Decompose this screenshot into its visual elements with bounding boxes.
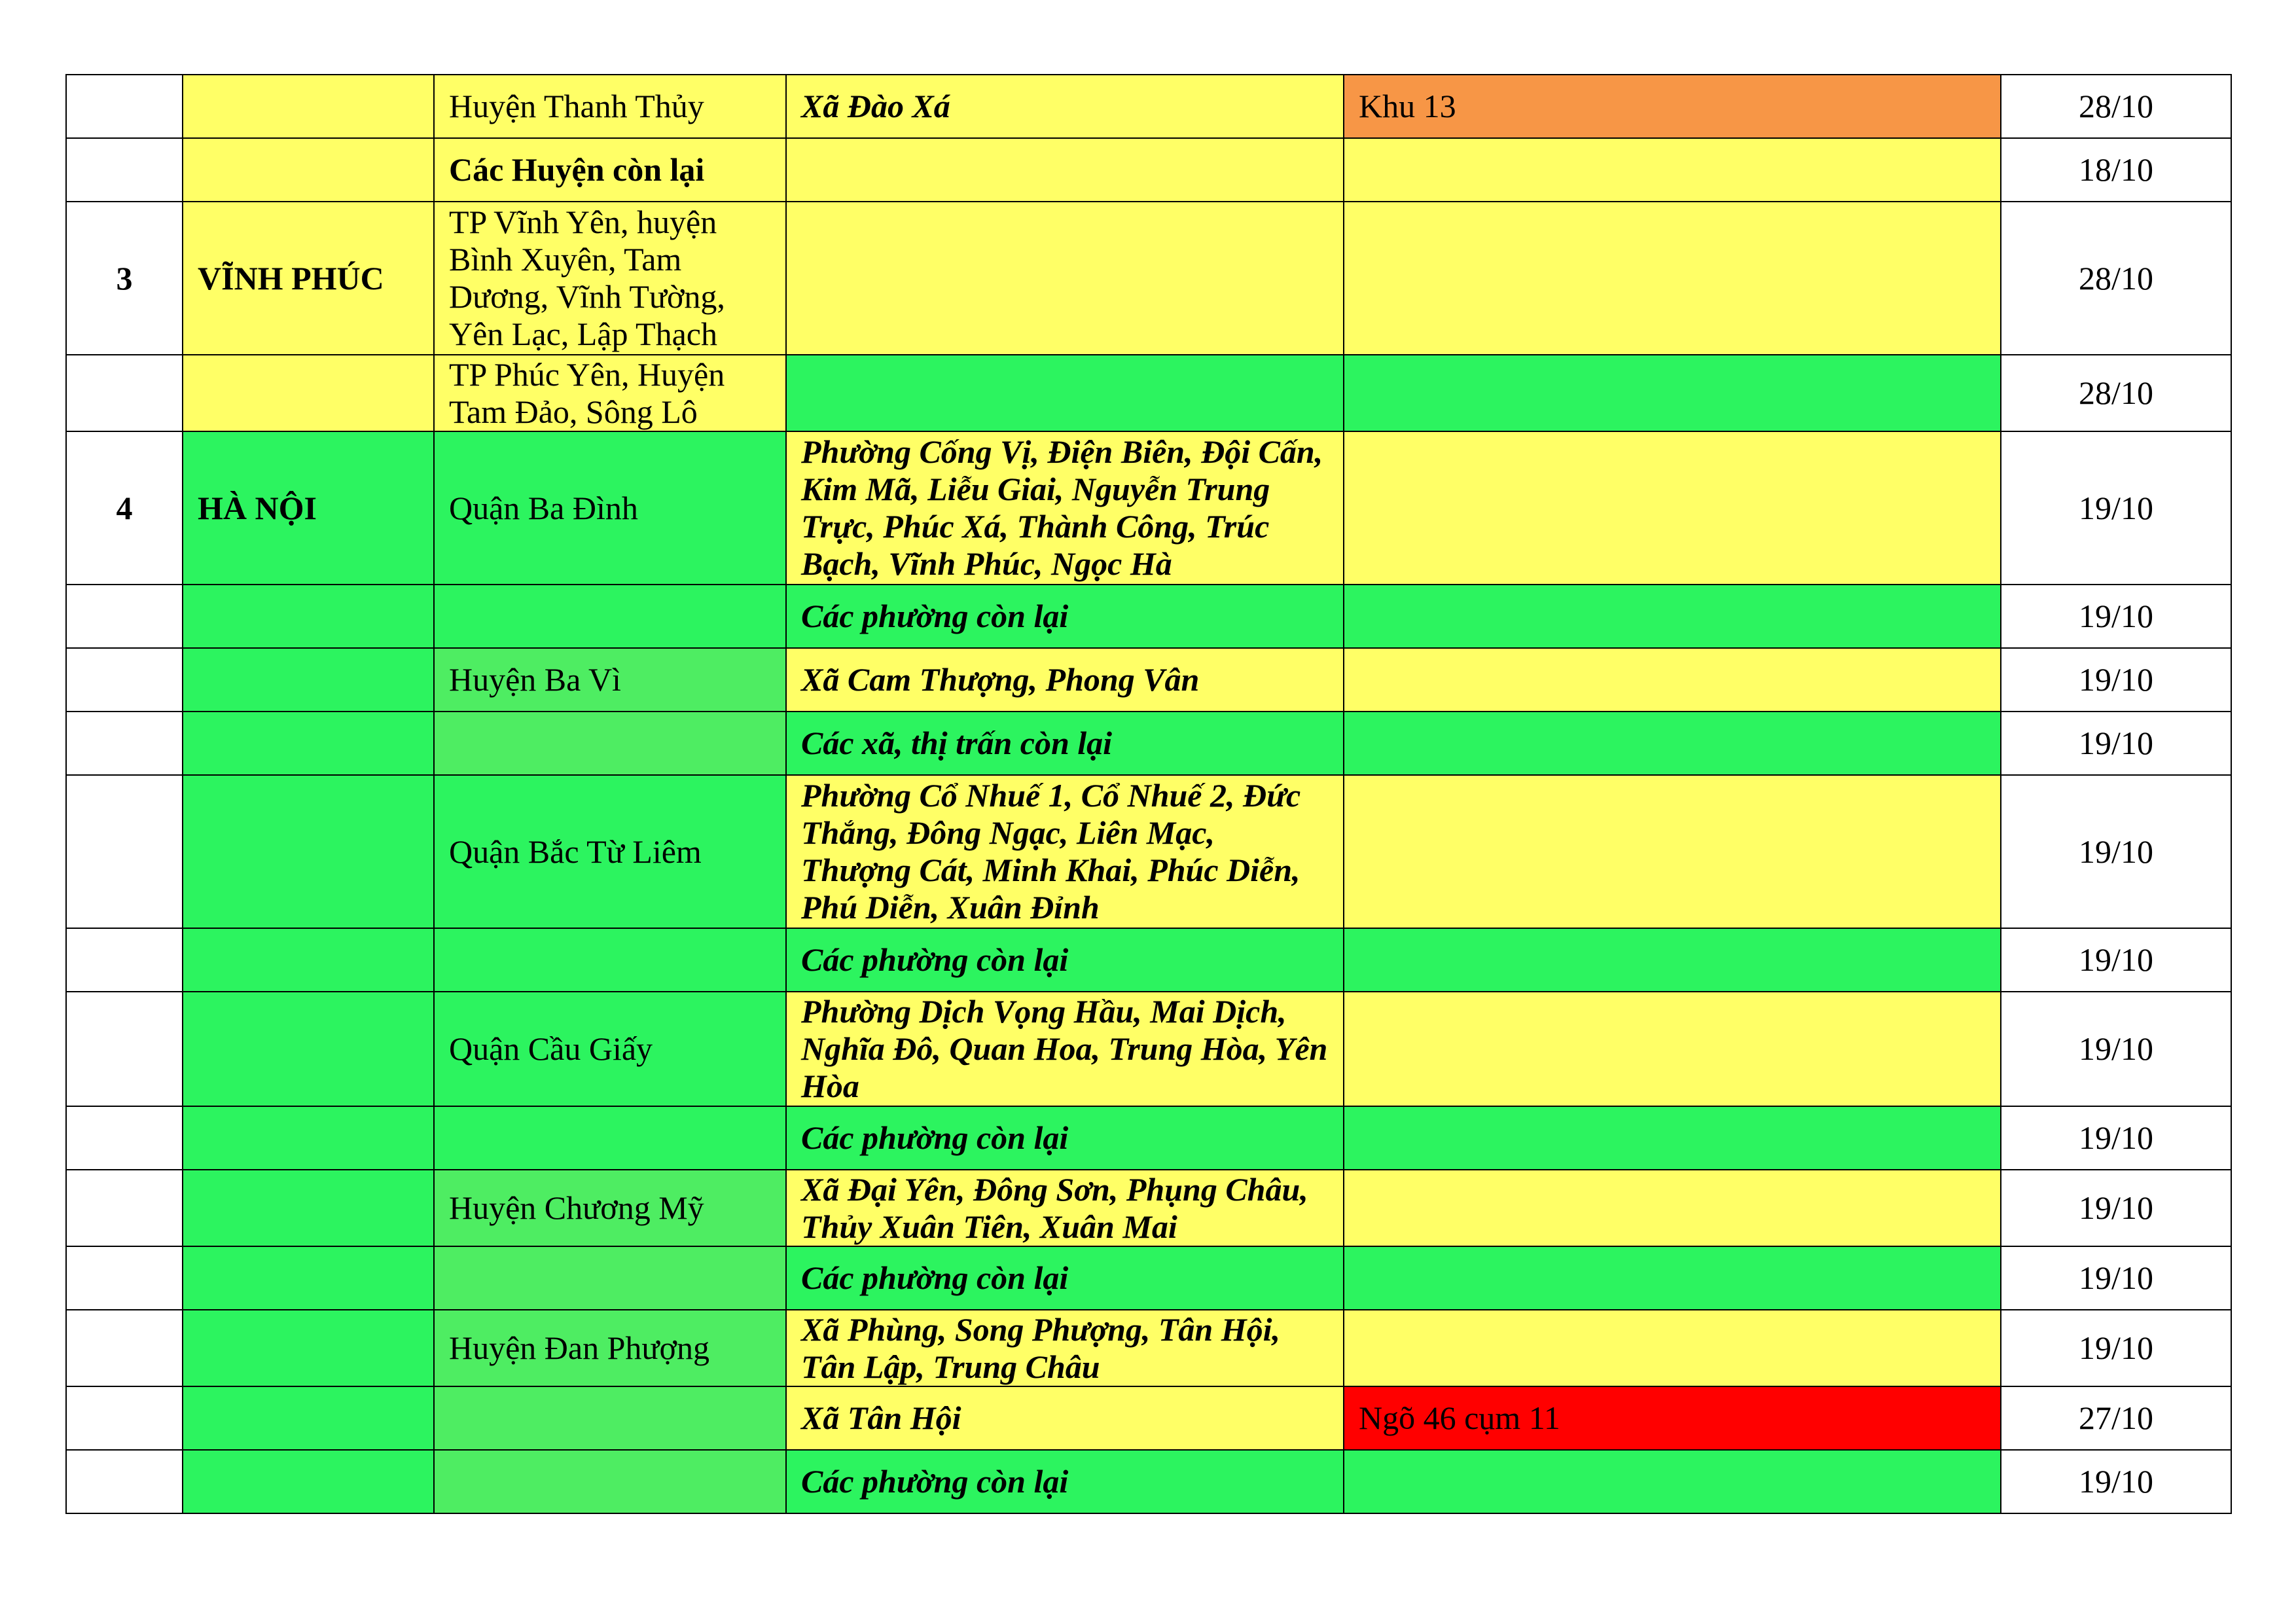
province-cell (183, 1170, 434, 1246)
row-number (66, 1386, 183, 1450)
date-cell: 19/10 (2001, 648, 2231, 712)
district-cell: TP Phúc Yên, Huyện Tam Đảo, Sông Lô (434, 355, 786, 431)
district-cell: Quận Bắc Từ Liêm (434, 775, 786, 928)
district-cell (434, 585, 786, 648)
district-cell (434, 1106, 786, 1170)
area-cell (1344, 775, 2001, 928)
ward-cell (786, 202, 1344, 355)
date-cell: 27/10 (2001, 1386, 2231, 1450)
province-cell (183, 585, 434, 648)
row-number: 4 (66, 431, 183, 585)
row-number (66, 138, 183, 202)
district-cell (434, 1450, 786, 1513)
district-cell: Quận Cầu Giấy (434, 992, 786, 1106)
area-cell: Ngõ 46 cụm 11 (1344, 1386, 2001, 1450)
ward-cell: Xã Cam Thượng, Phong Vân (786, 648, 1344, 712)
row-number (66, 648, 183, 712)
date-cell: 19/10 (2001, 1450, 2231, 1513)
table-row (66, 355, 2231, 431)
row-number (66, 75, 183, 138)
table-row (66, 648, 2231, 712)
area-cell (1344, 355, 2001, 431)
area-cell (1344, 712, 2001, 775)
row-number (66, 355, 183, 431)
table-row (66, 775, 2231, 928)
ward-cell: Các phường còn lại (786, 1106, 1344, 1170)
province-cell (183, 1450, 434, 1513)
area-cell (1344, 992, 2001, 1106)
district-cell (434, 928, 786, 992)
district-cell: Huyện Ba Vì (434, 648, 786, 712)
area-cell (1344, 1170, 2001, 1246)
area-cell (1344, 1450, 2001, 1513)
date-cell: 19/10 (2001, 431, 2231, 585)
district-cell (434, 712, 786, 775)
province-cell (183, 712, 434, 775)
province-cell: VĨNH PHÚC (183, 202, 434, 355)
row-number (66, 928, 183, 992)
row-number (66, 1310, 183, 1386)
table-row (66, 138, 2231, 202)
row-number (66, 1450, 183, 1513)
area-cell (1344, 138, 2001, 202)
date-cell: 19/10 (2001, 585, 2231, 648)
table-row (66, 992, 2231, 1106)
row-number (66, 1106, 183, 1170)
ward-cell: Xã Tân Hội (786, 1386, 1344, 1450)
ward-cell: Phường Cổ Nhuế 1, Cổ Nhuế 2, Đức Thắng, Đông Ngạc, Liên Mạc, Thượng Cát, Minh Khai, Phúc Diễn, Phú Diễn, Xuân Đỉnh (786, 775, 1344, 928)
zone-table (65, 74, 2232, 1514)
table-row (66, 1310, 2231, 1386)
row-number (66, 585, 183, 648)
table-row (66, 928, 2231, 992)
date-cell: 28/10 (2001, 75, 2231, 138)
date-cell: 19/10 (2001, 712, 2231, 775)
area-cell (1344, 431, 2001, 585)
district-cell: Huyện Chương Mỹ (434, 1170, 786, 1246)
area-cell (1344, 585, 2001, 648)
area-cell (1344, 1106, 2001, 1170)
date-cell: 19/10 (2001, 928, 2231, 992)
province-cell (183, 928, 434, 992)
province-cell (183, 355, 434, 431)
province-cell (183, 1246, 434, 1310)
province-cell (183, 1310, 434, 1386)
table-row (66, 1450, 2231, 1513)
district-cell (434, 1386, 786, 1450)
table-row (66, 431, 2231, 585)
row-number: 3 (66, 202, 183, 355)
table-row (66, 75, 2231, 138)
table-row (66, 585, 2231, 648)
ward-cell: Xã Đào Xá (786, 75, 1344, 138)
row-number (66, 712, 183, 775)
date-cell: 19/10 (2001, 1246, 2231, 1310)
date-cell: 19/10 (2001, 1310, 2231, 1386)
ward-cell: Các phường còn lại (786, 1450, 1344, 1513)
district-cell: Các Huyện còn lại (434, 138, 786, 202)
date-cell: 19/10 (2001, 775, 2231, 928)
ward-cell: Các phường còn lại (786, 1246, 1344, 1310)
row-number (66, 775, 183, 928)
ward-cell: Xã Phùng, Song Phượng, Tân Hội, Tân Lập, Trung Châu (786, 1310, 1344, 1386)
area-cell (1344, 202, 2001, 355)
province-cell (183, 775, 434, 928)
district-cell: Huyện Thanh Thủy (434, 75, 786, 138)
area-cell (1344, 648, 2001, 712)
row-number (66, 992, 183, 1106)
province-cell (183, 648, 434, 712)
ward-cell: Phường Dịch Vọng Hầu, Mai Dịch, Nghĩa Đô, Quan Hoa, Trung Hòa, Yên Hòa (786, 992, 1344, 1106)
ward-cell: Các phường còn lại (786, 585, 1344, 648)
date-cell: 18/10 (2001, 138, 2231, 202)
row-number (66, 1170, 183, 1246)
date-cell: 28/10 (2001, 355, 2231, 431)
province-cell: HÀ NỘI (183, 431, 434, 585)
ward-cell: Phường Cống Vị, Điện Biên, Đội Cấn, Kim Mã, Liễu Giai, Nguyễn Trung Trực, Phúc Xá, Thành Công, Trúc Bạch, Vĩnh Phúc, Ngọc Hà (786, 431, 1344, 585)
table-row (66, 202, 2231, 355)
ward-cell (786, 355, 1344, 431)
district-cell (434, 1246, 786, 1310)
table-row (66, 1386, 2231, 1450)
province-cell (183, 75, 434, 138)
ward-cell: Các phường còn lại (786, 928, 1344, 992)
district-cell: Huyện Đan Phượng (434, 1310, 786, 1386)
date-cell: 19/10 (2001, 992, 2231, 1106)
table-row (66, 1170, 2231, 1246)
ward-cell (786, 138, 1344, 202)
table-row (66, 712, 2231, 775)
area-cell: Khu 13 (1344, 75, 2001, 138)
area-cell (1344, 1246, 2001, 1310)
table-row (66, 1106, 2231, 1170)
row-number (66, 1246, 183, 1310)
district-cell: TP Vĩnh Yên, huyện Bình Xuyên, Tam Dương, Vĩnh Tường, Yên Lạc, Lập Thạch (434, 202, 786, 355)
area-cell (1344, 1310, 2001, 1386)
province-cell (183, 992, 434, 1106)
table-row (66, 1246, 2231, 1310)
ward-cell: Xã Đại Yên, Đông Sơn, Phụng Châu, Thủy Xuân Tiên, Xuân Mai (786, 1170, 1344, 1246)
area-cell (1344, 928, 2001, 992)
province-cell (183, 1386, 434, 1450)
province-cell (183, 1106, 434, 1170)
date-cell: 19/10 (2001, 1170, 2231, 1246)
ward-cell: Các xã, thị trấn còn lại (786, 712, 1344, 775)
district-cell: Quận Ba Đình (434, 431, 786, 585)
date-cell: 28/10 (2001, 202, 2231, 355)
date-cell: 19/10 (2001, 1106, 2231, 1170)
province-cell (183, 138, 434, 202)
